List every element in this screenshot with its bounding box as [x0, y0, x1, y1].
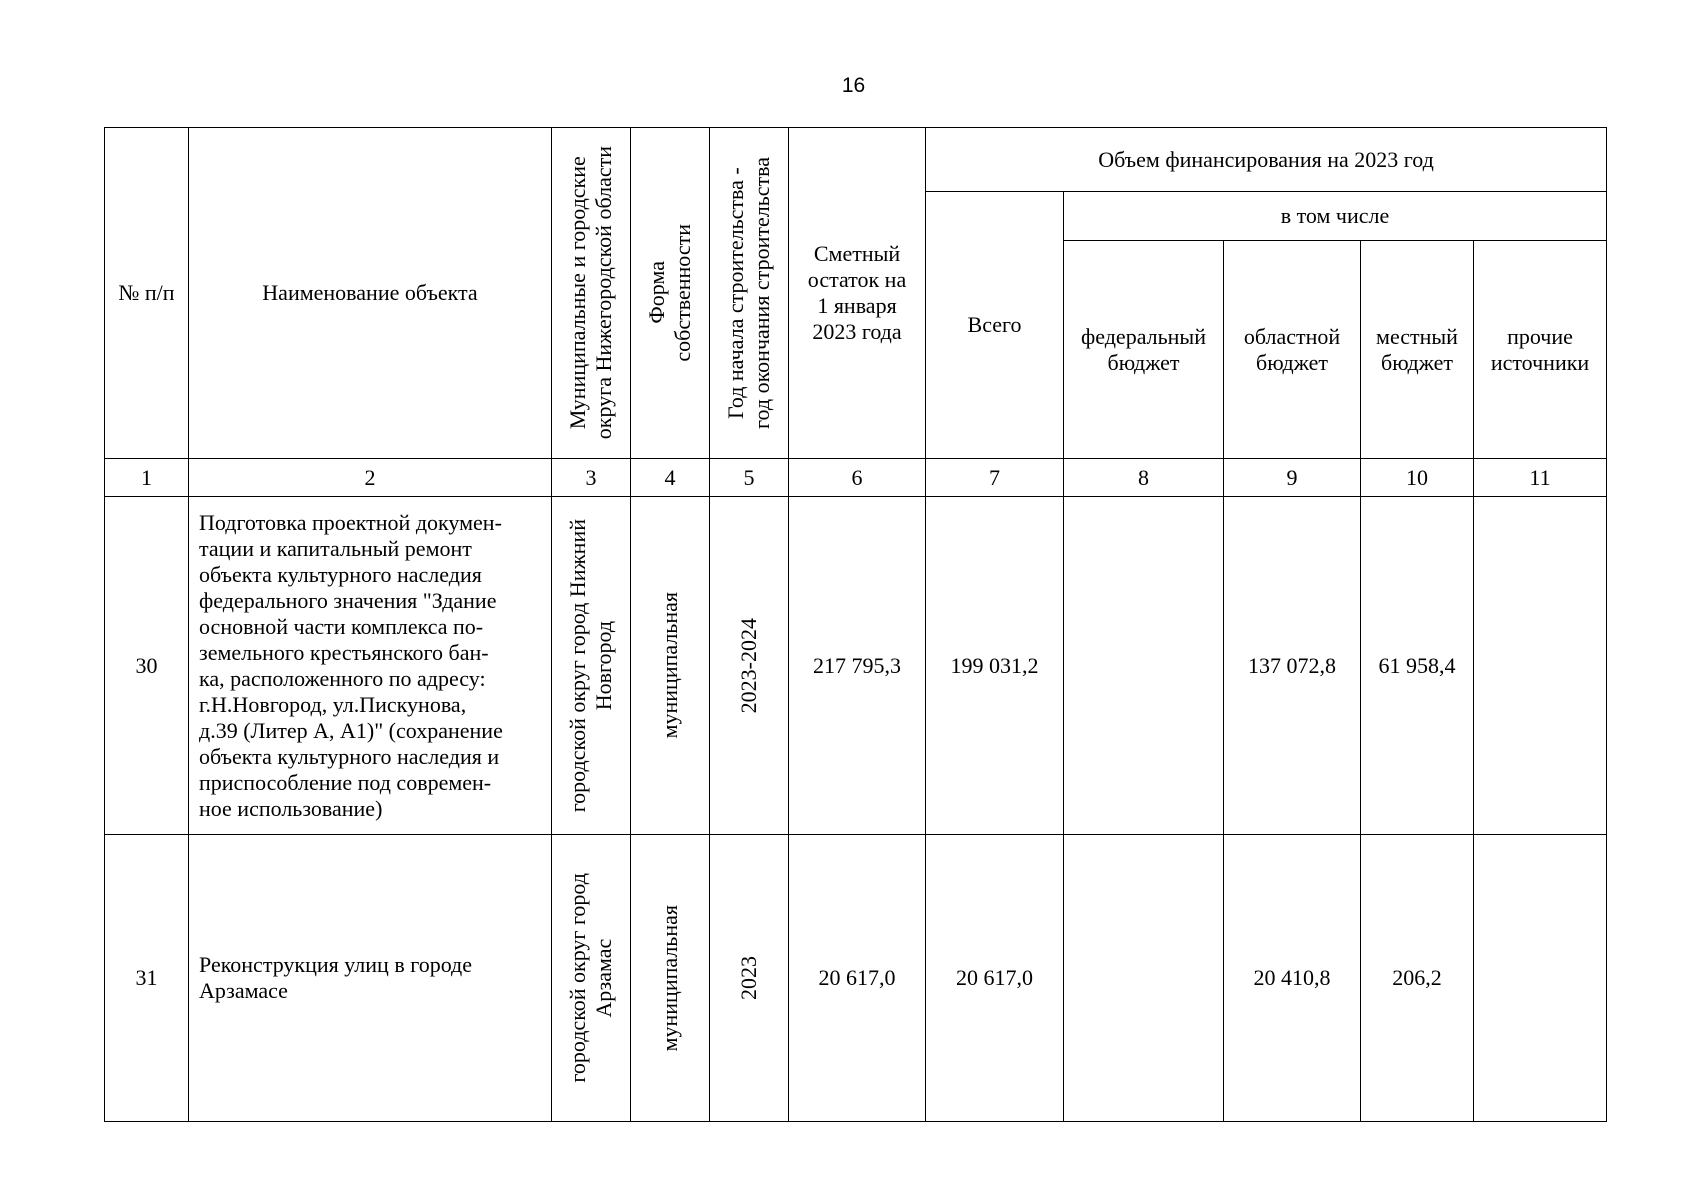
header-ownership [631, 128, 710, 459]
row-local: 206,2 [1361, 835, 1474, 1122]
header-total: Всего [926, 192, 1064, 459]
header-financing-title: Объем финансирования на 2023 год [926, 128, 1607, 192]
column-number: 2 [189, 459, 552, 497]
row-regional: 20 410,8 [1224, 835, 1361, 1122]
row-num: 31 [105, 835, 189, 1122]
header-row-1 [105, 128, 1607, 192]
column-number: 5 [710, 459, 789, 497]
header-federal: федеральный бюджет [1064, 241, 1224, 459]
row-estimated-balance: 217 795,3 [789, 497, 926, 835]
row-years-text: 2023-2024 [736, 617, 761, 714]
row-total: 20 617,0 [926, 835, 1064, 1122]
header-municipality-text: Муниципальные и городские округа Нижегородской области [565, 146, 616, 440]
row-years-text: 2023 [736, 956, 761, 1000]
row-ownership [631, 835, 710, 1122]
header-other: прочие источники [1474, 241, 1607, 459]
column-number: 9 [1224, 459, 1361, 497]
row-federal [1064, 835, 1224, 1122]
header-estimated-balance: Сметный остаток на 1 января 2023 года [789, 128, 926, 459]
header-years-text: Год начала строительства - год окончания строительства [723, 157, 774, 429]
column-number: 10 [1361, 459, 1474, 497]
row-years [710, 497, 789, 835]
column-number: 6 [789, 459, 926, 497]
row-years [710, 835, 789, 1122]
row-other [1474, 497, 1607, 835]
header-regional: областной бюджет [1224, 241, 1361, 459]
column-number: 1 [105, 459, 189, 497]
column-number: 3 [552, 459, 631, 497]
row-estimated-balance: 20 617,0 [789, 835, 926, 1122]
table-row [105, 497, 1607, 835]
row-total: 199 031,2 [926, 497, 1064, 835]
row-ownership [631, 497, 710, 835]
row-regional: 137 072,8 [1224, 497, 1361, 835]
row-municipality [552, 835, 631, 1122]
table-row [105, 835, 1607, 1122]
row-municipality-text: городской округ город Арзамас [565, 873, 616, 1083]
header-name: Наименование объекта [189, 128, 552, 459]
row-object-name: Подготовка проектной докумен- тации и капитальный ремонт объекта культурного наследия федерального значения "Здание основной части комплекса по- земельного крестьянского бан- ка, расположенного по адресу: г.Н.Новгород, ул.Пискунова, д.39 (Литер А, А1)" (сохранение объекта культурного наследия и приспособление под современ- ное использование) [189, 497, 552, 835]
row-federal [1064, 497, 1224, 835]
row-local: 61 958,4 [1361, 497, 1474, 835]
header-local: местный бюджет [1361, 241, 1474, 459]
header-ownership-text: Форма собственности [644, 224, 695, 362]
column-number: 8 [1064, 459, 1224, 497]
column-number: 11 [1474, 459, 1607, 497]
row-municipality-text: городской округ город Нижний Новгород [565, 518, 616, 813]
row-object-name: Реконструкция улиц в городе Арзамасе [189, 835, 552, 1122]
header-years [710, 128, 789, 459]
header-including: в том числе [1064, 192, 1607, 241]
column-number-row [105, 459, 1607, 497]
page-number: 16 [841, 74, 866, 97]
header-num: № п/п [105, 128, 189, 459]
row-num: 30 [105, 497, 189, 835]
header-municipality [552, 128, 631, 459]
row-municipality [552, 497, 631, 835]
row-ownership-text: муниципальная [657, 592, 682, 739]
column-number: 7 [926, 459, 1064, 497]
row-other [1474, 835, 1607, 1122]
column-number: 4 [631, 459, 710, 497]
financing-table [104, 127, 1607, 1122]
row-ownership-text: муниципальная [657, 904, 682, 1052]
